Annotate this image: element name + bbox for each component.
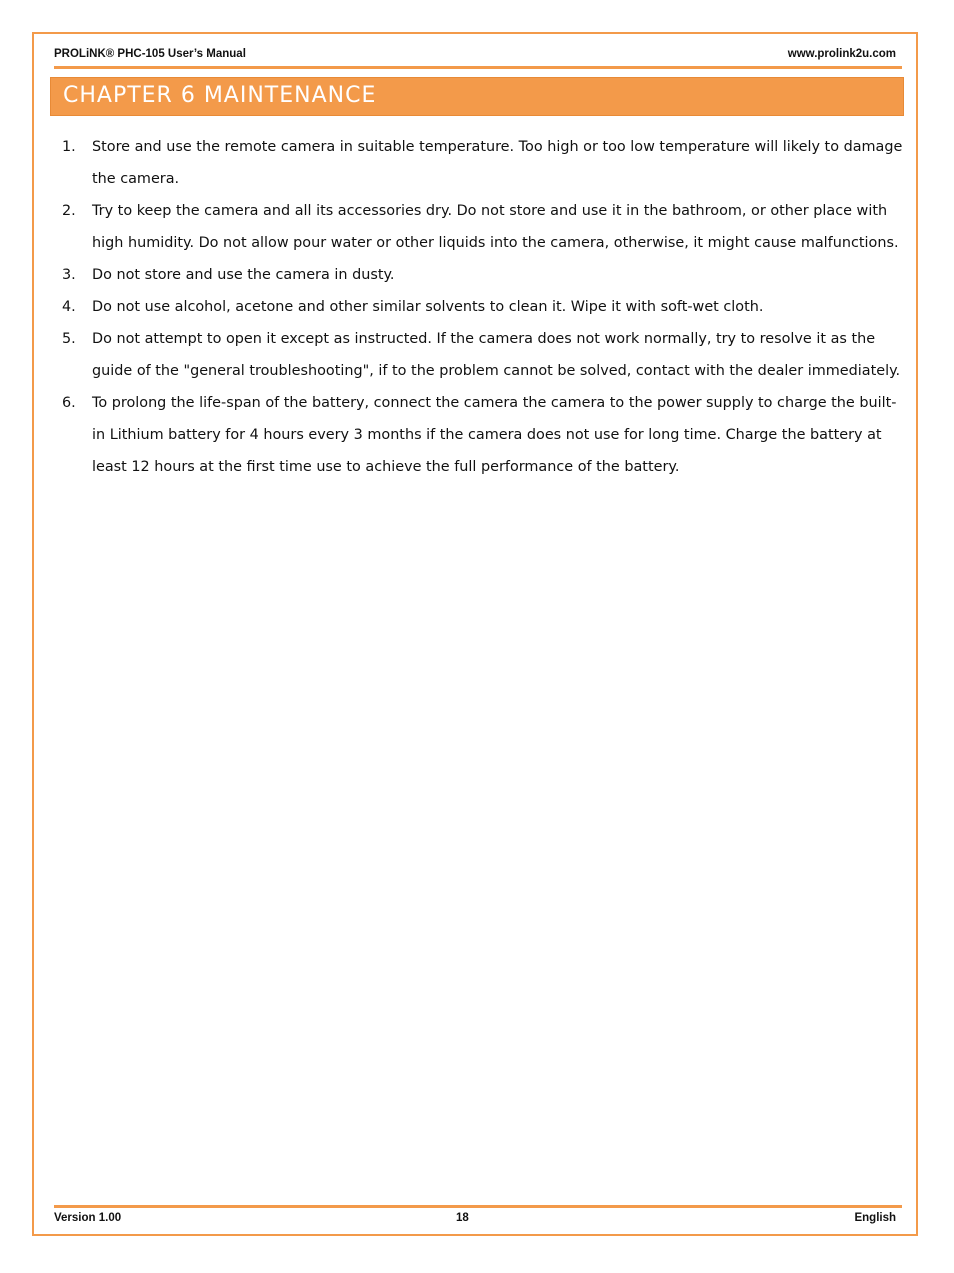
list-item-number: 3. xyxy=(62,267,76,283)
list-item xyxy=(62,259,904,291)
list-item-text: Try to keep the camera and all its accessories dry. Do not store and use it in the bathroom, or other place with high humidity. Do not allow pour water or other liquids into the camera, otherwise, it might cause malfunctions. xyxy=(92,203,899,251)
page-number: 18 xyxy=(456,1212,469,1224)
maintenance-list xyxy=(62,131,904,483)
chapter-title: CHAPTER 6 MAINTENANCE xyxy=(63,83,377,108)
website-url: www.prolink2u.com xyxy=(787,48,896,60)
list-item xyxy=(62,131,904,195)
page-footer xyxy=(54,1205,902,1230)
list-item-text: Do not use alcohol, acetone and other similar solvents to clean it. Wipe it with soft-wet cloth. xyxy=(92,299,764,315)
list-item xyxy=(62,387,904,483)
list-item-number: 6. xyxy=(62,395,76,411)
list-item-text: To prolong the life-span of the battery, connect the camera the camera to the power supply to charge the built-in Lithium battery for 4 hours every 3 months if the camera does not use for long time. Charge the battery at least 12 hours at the first time use to achieve the full performance of the battery. xyxy=(92,395,897,475)
list-item-number: 5. xyxy=(62,331,76,347)
list-item xyxy=(62,291,904,323)
page-header xyxy=(54,46,902,69)
list-item-number: 2. xyxy=(62,203,76,219)
chapter-banner xyxy=(50,77,904,116)
list-item xyxy=(62,195,904,259)
list-item xyxy=(62,323,904,387)
list-item-number: 1. xyxy=(62,139,76,155)
list-item-number: 4. xyxy=(62,299,76,315)
language-label: English xyxy=(854,1212,896,1224)
list-item-text: Do not attempt to open it except as instructed. If the camera does not work normally, try to resolve it as the guide of the "general troubleshooting", if to the problem cannot be solved, contact with the dealer immediately. xyxy=(92,331,901,379)
list-item-text: Do not store and use the camera in dusty. xyxy=(92,267,395,283)
manual-title: PROLiNK® PHC-105 User’s Manual xyxy=(54,48,246,60)
version-label: Version 1.00 xyxy=(54,1212,122,1224)
list-item-text: Store and use the remote camera in suitable temperature. Too high or too low temperature will likely to damage the camera. xyxy=(92,139,903,187)
